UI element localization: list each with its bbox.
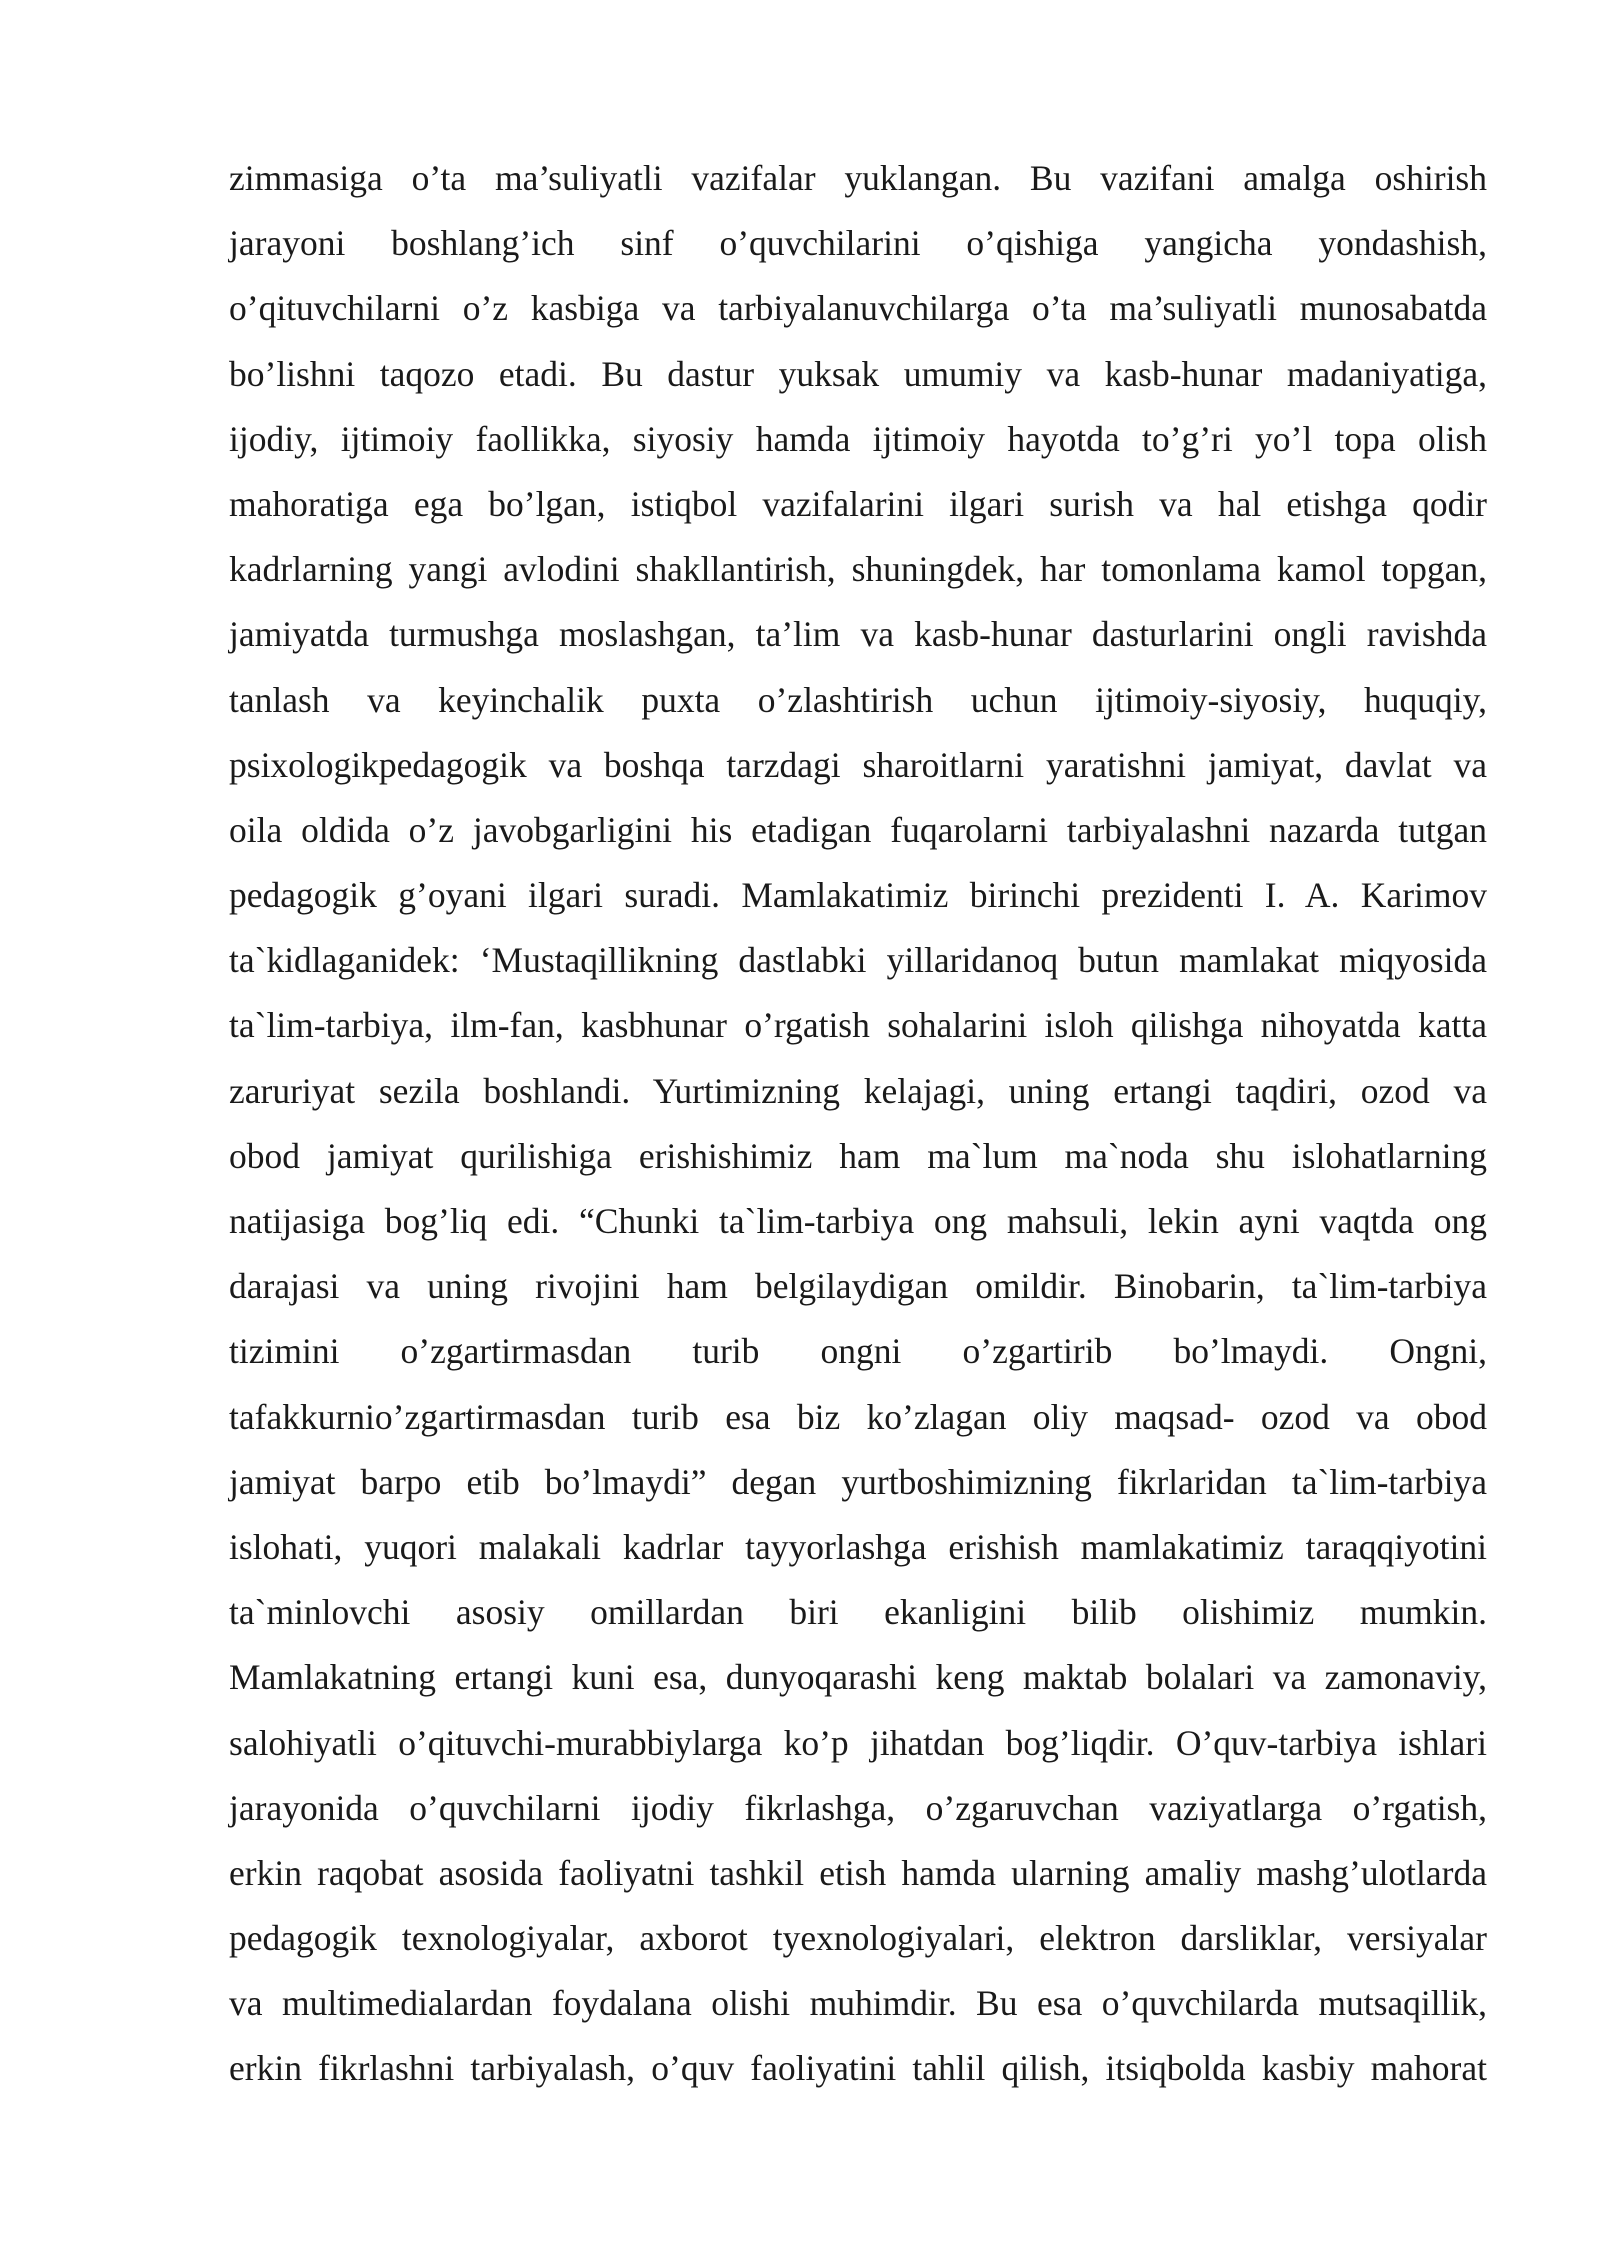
text-line: salohiyatli o’qituvchi-murabbiylarga ko’p jihatdan bog’liqdir. O’quv-tarbiya ishlari: [229, 1722, 1487, 1763]
text-line: islohati, yuqori malakali kadrlar tayyorlashga erishish mamlakatimiz taraqqiyotini: [229, 1526, 1487, 1567]
text-line: o’qituvchilarni o’z kasbiga va tarbiyalanuvchilarga o’ta ma’suliyatli munosabatda: [229, 288, 1487, 329]
text-line: erkin raqobat asosida faoliyatni tashkil etish hamda ularning amaliy mashg’ulotlarda: [229, 1852, 1487, 1893]
text-line: ta`kidlaganidek: ‘Mustaqillikning dastlabki yillaridanoq butun mamlakat miqyosida: [229, 940, 1487, 981]
text-line: pedagogik texnologiyalar, axborot tyexnologiyalari, elektron darsliklar, versiyalar: [229, 1918, 1487, 1959]
text-line: darajasi va uning rivojini ham belgilaydigan omildir. Binobarin, ta`lim-tarbiya: [229, 1266, 1487, 1307]
text-line: jamiyatda turmushga moslashgan, ta’lim va kasb-hunar dasturlarini ongli ravishda: [229, 614, 1487, 655]
text-line: tafakkurnio’zgartirmasdan turib esa biz ko’zlagan oliy maqsad- ozod va obod: [229, 1396, 1487, 1437]
text-line: pedagogik g’oyani ilgari suradi. Mamlakatimiz birinchi prezidenti I. A. Karimov: [229, 875, 1487, 916]
text-line: zimmasiga o’ta ma’suliyatli vazifalar yuklangan. Bu vazifani amalga oshirish: [229, 158, 1487, 198]
text-line: tanlash va keyinchalik puxta o’zlashtirish uchun ijtimoiy-siyosiy, huquqiy,: [229, 679, 1487, 720]
text-line: oila oldida o’z javobgarligini his etadigan fuqarolarni tarbiyalashni nazarda tutgan: [229, 809, 1487, 850]
text-line: ta`lim-tarbiya, ilm-fan, kasbhunar o’rgatish sohalarini isloh qilishga nihoyatda katta: [229, 1005, 1487, 1046]
text-line: jarayonida o’quvchilarni ijodiy fikrlashga, o’zgaruvchan vaziyatlarga o’rgatish,: [229, 1787, 1487, 1828]
text-line: bo’lishni taqozo etadi. Bu dastur yuksak umumiy va kasb-hunar madaniyatiga,: [229, 353, 1487, 394]
text-line: jamiyat barpo etib bo’lmaydi” degan yurtboshimizning fikrlaridan ta`lim-tarbiya: [229, 1461, 1487, 1502]
text-line: obod jamiyat qurilishiga erishishimiz ham ma`lum ma`noda shu islohatlarning: [229, 1135, 1487, 1176]
text-line: natijasiga bog’liq edi. “Chunki ta`lim-tarbiya ong mahsuli, lekin ayni vaqtda ong: [229, 1201, 1487, 1241]
text-line: Mamlakatning ertangi kuni esa, dunyoqarashi keng maktab bolalari va zamonaviy,: [229, 1657, 1487, 1698]
text-line: erkin fikrlashni tarbiyalash, o’quv faoliyatini tahlil qilish, itsiqbolda kasbiy mahorat: [229, 2048, 1487, 2089]
text-line: jarayoni boshlang’ich sinf o’quvchilarini o’qishiga yangicha yondashish,: [229, 223, 1487, 264]
text-line: psixologikpedagogik va boshqa tarzdagi sharoitlarni yaratishni jamiyat, davlat va: [229, 744, 1487, 785]
body-text: [229, 146, 1487, 2102]
text-line: mahoratiga ega bo’lgan, istiqbol vazifalarini ilgari surish va hal etishga qodir: [229, 483, 1487, 524]
text-line: kadrlarning yangi avlodini shakllantirish, shuningdek, har tomonlama kamol topgan,: [229, 549, 1487, 590]
text-line: tizimini o’zgartirmasdan turib ongni o’zgartirib bo’lmaydi. Ongni,: [229, 1331, 1487, 1372]
text-line: ta`minlovchi asosiy omillardan biri ekanligini bilib olishimiz mumkin.: [229, 1592, 1487, 1633]
text-line: va multimedialardan foydalana olishi muhimdir. Bu esa o’quvchilarda mutsaqillik,: [229, 1983, 1487, 2024]
text-line: zaruriyat sezila boshlandi. Yurtimizning kelajagi, uning ertangi taqdiri, ozod va: [229, 1070, 1487, 1111]
text-line: ijodiy, ijtimoiy faollikka, siyosiy hamda ijtimoiy hayotda to’g’ri yo’l topa olish: [229, 418, 1487, 459]
